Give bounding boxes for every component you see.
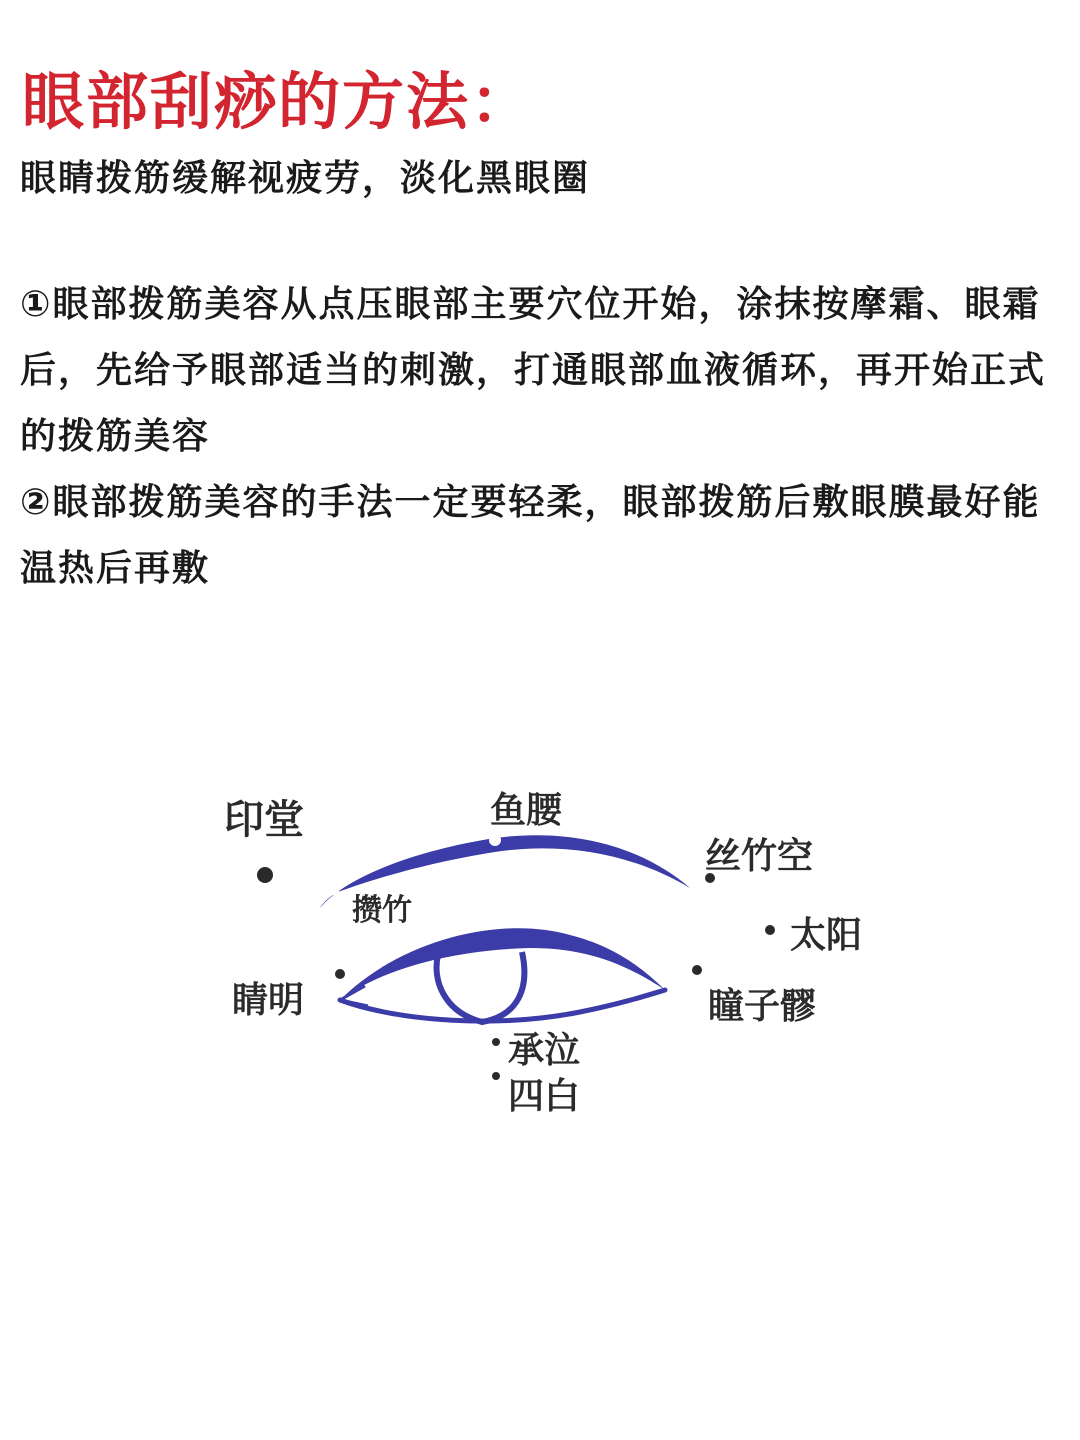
label-yintang: 印堂 [224,797,304,843]
chengqi-dot [492,1038,500,1046]
paragraph-1: ①眼部拨筋美容从点压眼部主要穴位开始，涂抹按摩霜、眼霜后，先给予眼部适当的刺激，打通眼部血液循环，再开始正式的拨筋美容 [20,284,1047,457]
label-yuyao: 鱼腰 [490,790,563,831]
page-title: 眼部刮痧的方法： [22,65,535,138]
label-jingming: 睛明 [232,980,305,1021]
yuyao-point-marker [489,834,501,846]
jingming-dot [335,969,345,979]
label-taiyang: 太阳 [790,915,863,956]
taiyang-dot [765,925,775,935]
tongziliao-dot [692,965,702,975]
upper-eyelid [340,928,665,1000]
label-chengqi: 承泣 [508,1030,581,1071]
yintang-dot [257,867,273,883]
label-tongziliao: 瞳子髎 [708,986,817,1027]
label-sibai: 四白 [508,1076,581,1117]
cuanzhu-point-marker [326,881,340,895]
sibai-dot [492,1072,500,1080]
paragraph-2: ②眼部拨筋美容的手法一定要轻柔，眼部拨筋后敷眼膜最好能温热后再敷 [20,482,1041,589]
iris [437,952,525,1022]
label-cuanzhu: 攒竹 [352,893,412,928]
eye-acupoint-diagram [200,760,900,1140]
subtitle: 眼睛拨筋缓解视疲劳，淡化黑眼圈 [20,158,591,199]
label-sizhukong: 丝竹空 [705,836,814,877]
body-text [20,272,1060,602]
